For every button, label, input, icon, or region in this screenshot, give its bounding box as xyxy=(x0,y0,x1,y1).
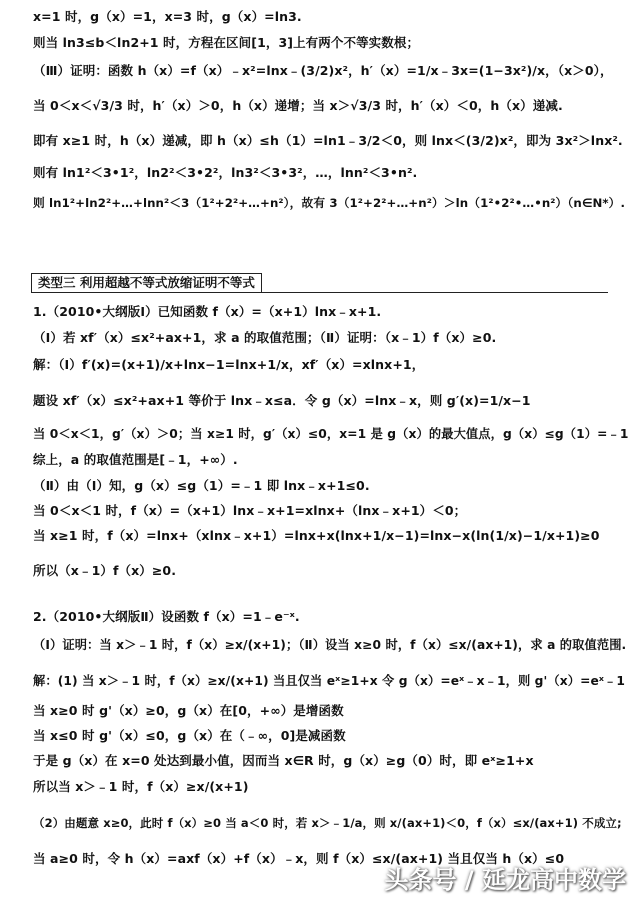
text-line: 解：（Ⅰ）f′(x)=(x+1)/x+lnx−1=lnx+1/x，xf′（x）=xlnx+1， xyxy=(33,357,425,372)
text-line: 则当 ln3≤b＜ln2+1 时，方程在区间[1，3]上有两个不等实数根； xyxy=(33,35,420,50)
section-heading: 类型三 利用超越不等式放缩证明不等式 xyxy=(31,273,262,293)
text-line: 当 x≥1 时，f（x）=lnx+（xlnx﹣x+1）=lnx+x(lnx+1/x−1)=lnx−x(ln(1/x)−1/x+1)≥0 xyxy=(33,528,600,543)
text-line: 所以（x﹣1）f（x）≥0. xyxy=(33,563,177,578)
text-line: 当 0＜x＜1，g′（x）＞0；当 x≥1 时，g′（x）≤0，x=1 是 g（x）的最大值点，g（x）≤g（1）=﹣1 xyxy=(33,427,629,441)
text-line: 当 0＜x＜1 时，f（x）=（x+1）lnx﹣x+1=xlnx+（lnx﹣x+1）＜0； xyxy=(33,503,467,518)
text-line: 即有 x≥1 时，h（x）递减，即 h（x）≤h（1）=ln1﹣3/2＜0，则 lnx＜(3/2)x²，即为 3x²＞lnx². xyxy=(33,133,623,148)
text-line: 当 x≤0 时 g'（x）≤0，g（x）在（﹣∞，0]是减函数 xyxy=(33,728,346,743)
text-line: （Ⅰ）证明：当 x＞﹣1 时，f（x）≥x/(x+1)；（Ⅱ）设当 x≥0 时，f（x）≤x/(ax+1)，求 a 的取值范围. xyxy=(33,638,627,652)
text-line: 则有 ln1²＜3•1²，ln2²＜3•2²，ln3²＜3•3²，…，lnn²＜3•n². xyxy=(33,165,418,180)
text-line: （Ⅰ）若 xf′（x）≤x²+ax+1，求 a 的取值范围；（Ⅱ）证明：（x﹣1）f（x）≥0. xyxy=(33,330,497,345)
text-line: 解：(1) 当 x＞﹣1 时，f（x）≥x/(x+1) 当且仅当 eˣ≥1+x 令 g（x）=eˣ﹣x﹣1，则 g'（x）=eˣ﹣1 xyxy=(33,674,625,688)
text-line: 于是 g（x）在 x=0 处达到最小值，因而当 x∈R 时，g（x）≥g（0）时，即 eˣ≥1+x xyxy=(33,753,534,768)
text-line: 当 x≥0 时 g'（x）≥0，g（x）在[0，+∞）是增函数 xyxy=(33,703,344,718)
text-line: 当 a≥0 时，令 h（x）=axf（x）+f（x）﹣x，则 f（x）≤x/(ax+1) 当且仅当 h（x）≤0 xyxy=(33,851,565,866)
text-line: 所以当 x＞﹣1 时，f（x）≥x/(x+1) xyxy=(33,779,249,794)
text-line: 则 ln1²+ln2²+…+lnn²＜3（1²+2²+…+n²），故有 3（1²+2²+…+n²）＞ln（1²•2²•…•n²）（n∈N*）. xyxy=(33,196,626,210)
watermark: 头条号 / 延龙高中数学 xyxy=(384,866,626,894)
text-line: （Ⅱ）由（Ⅰ）知，g（x）≤g（1）=﹣1 即 lnx﹣x+1≤0. xyxy=(33,478,370,493)
text-line: 题设 xf′（x）≤x²+ax+1 等价于 lnx﹣x≤a．令 g（x）=lnx﹣x，则 g′(x)=1/x−1 xyxy=(33,393,531,408)
text-line: 当 0＜x＜√3/3 时，h′（x）＞0，h（x）递增；当 x＞√3/3 时，h′（x）＜0，h（x）递减. xyxy=(33,98,563,113)
text-line: （Ⅲ）证明：函数 h（x）=f（x）﹣x²=lnx﹣(3/2)x²，h′（x）=1/x﹣3x=(1−3x²)/x，（x＞0）， xyxy=(33,63,613,78)
problem-title: 2.（2010•大纲版Ⅱ）设函数 f（x）=1﹣e⁻ˣ. xyxy=(33,609,300,624)
problem-title: 1.（2010•大纲版Ⅰ）已知函数 f（x）=（x+1）lnx﹣x+1. xyxy=(33,304,382,319)
text-line: （2）由题意 x≥0，此时 f（x）≥0 当 a＜0 时，若 x＞﹣1/a，则 x/(ax+1)＜0，f（x）≤x/(ax+1) 不成立; xyxy=(33,816,622,830)
text-line: x=1 时，g（x）=1，x=3 时，g（x）=ln3. xyxy=(33,9,302,24)
text-line: 综上，a 的取值范围是[﹣1，+∞）. xyxy=(33,452,238,467)
section-rule xyxy=(33,292,608,293)
